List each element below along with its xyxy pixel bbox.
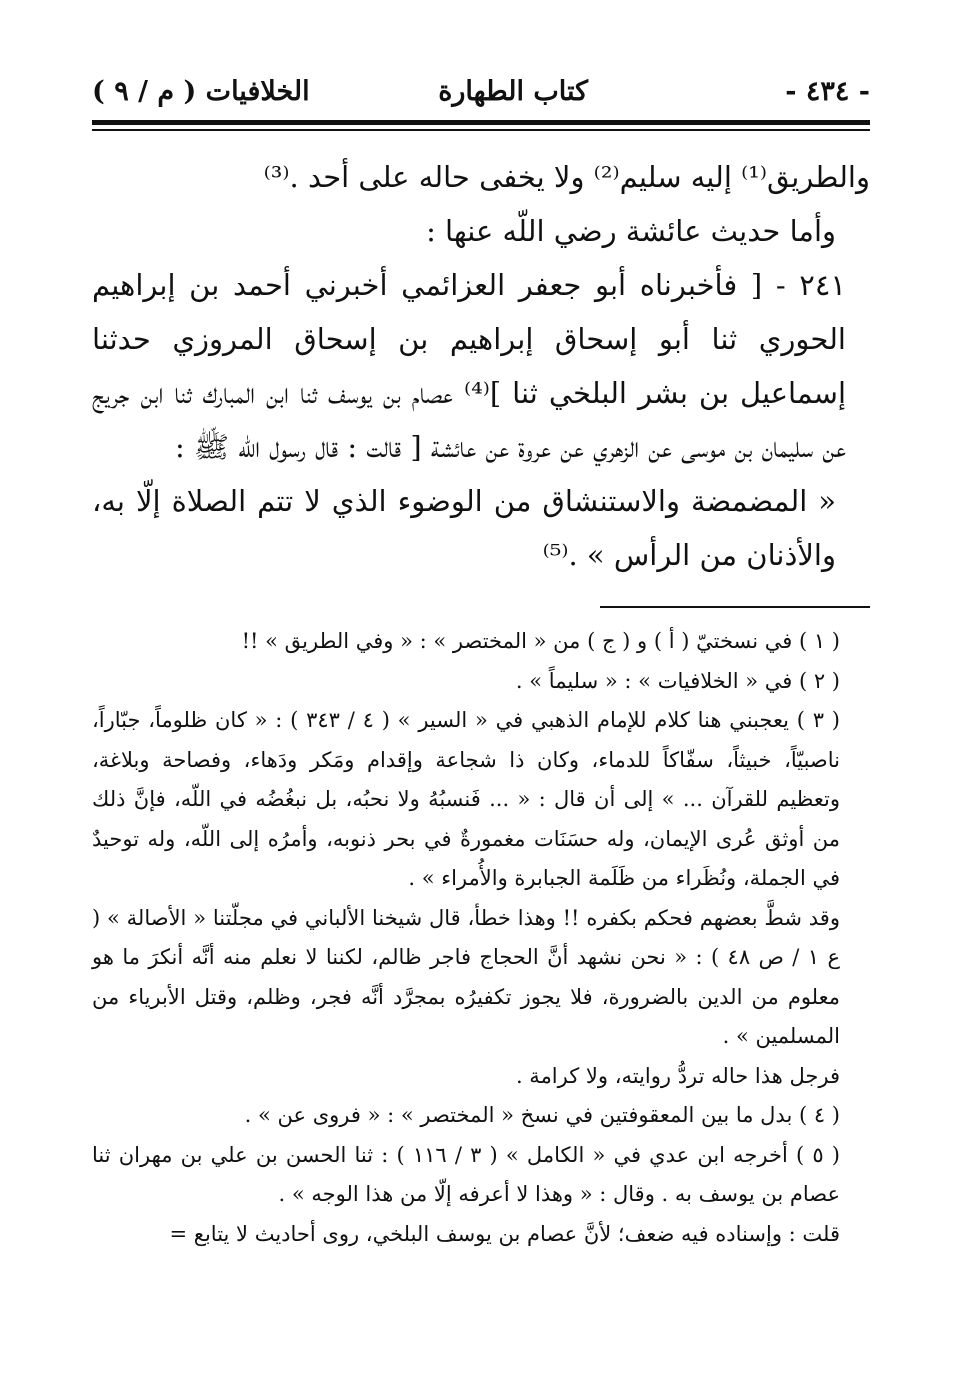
paragraph-hadith-241-isnad: ٢٤١ - [ فأخبرناه أبو جعفر العزائمي أخبرني أحمد بن إبراهيم الحوري ثنا أبو إسحاق إبراهيم بن إسحاق المروزي حدثنا إسماعيل بن بشر البلخي ثنا ]⁽⁴⁾ عصام بن يوسف ثنا ابن المبارك ثنا ابن جريج عن سليمان بن موسى عن الزهري عن عروة عن عائشة [ قالت : قال رسول اللّه ﷺ : (92, 268, 847, 464)
footnote-separator (600, 606, 870, 608)
book-title: كتاب الطهارة (438, 76, 588, 107)
footnote-5-continued: قلت : وإسناده فيه ضعف؛ لأنَّ عصام بن يوسف البلخي، روى أحاديث لا يتابع = (169, 1221, 840, 1246)
running-header (92, 70, 870, 114)
header-rule-thick (92, 120, 870, 125)
footnote-3-continued: وقد شطَّ بعضهم فحكم بكفره !! وهذا خطأ، قال شيخنا الألباني في مجلّتنا « الأصالة » ( ع ١ / ص ٤٨ ) : « نحن نشهد أنَّ الحجاج فاجر ظالم، لكننا لا نعلم منه أنَّه أنكرَ ما هو معلوم من الدين بالضرورة، فلا يجوز تكفيرُه بمجرَّد أنَّه فجر، وظلم، وقتل الأبرياء من المسلمين » . (92, 905, 840, 1048)
page-number: - ٤٣٤ - (785, 76, 870, 107)
footnote-3-conclusion: فرجل هذا حاله تردُّ روايته، ولا كرامة . (515, 1063, 840, 1088)
footnotes (92, 622, 870, 1254)
paragraph-hadith-241-matn: « المضمضة والاستنشاق من الوضوء الذي لا تتم الصلاة إلّا به، والأذنان من الرأس » .⁽⁵⁾ (92, 484, 836, 572)
footnote-2: ( ٢ ) في « الخلافيات » : « سليماً » . (515, 668, 840, 693)
section-title: الخلافيات ( م / ٩ ) (92, 76, 310, 107)
footnote-5: ( ٥ ) أخرجه ابن عدي في « الكامل » ( ٣ / ١١٦ ) : ثنا الحسن بن علي بن مهران ثنا عصام بن يوسف به . وقال : « وهذا لا أعرفه إلّا من هذا الوجه » . (92, 1142, 840, 1206)
header-rule-thin (92, 129, 870, 131)
footnote-4: ( ٤ ) بدل ما بين المعقوفتين في نسخ « المختصر » : « فروى عن » . (244, 1103, 840, 1127)
footnote-1: ( ١ ) في نسختيّ ( أ ) و ( ج ) من « المختصر » : « وفي الطريق » !! (241, 629, 840, 653)
paragraph-aisha-intro: وأما حديث عائشة رضي اللّه عنها : (426, 214, 836, 248)
paragraph-chain-note: والطريق⁽¹⁾ إليه سليم⁽²⁾ ولا يخفى حاله على أحد .⁽³⁾ (263, 160, 870, 194)
footnote-3: ( ٣ ) يعجبني هنا كلام للإمام الذهبي في « السير » ( ٤ / ٣٤٣ ) : « كان ظلوماً، جبّاراً، ناصبيّاً، خبيثاً، سفّاكاً للدماء، وكان ذا شجاعة وإقدام ومَكر ودَهاء، وفصاحة وبلاغة، وتعظيم للقرآن ... » إلى أن قال : « ... فَنسبُهُ ولا نحبُه، بل نبغُضُه في اللّه، فإنَّ ذلك من أوثق عُرى الإيمان، وله حسَنَات مغمورةٌ في بحر ذنوبه، وأمرُه إلى اللّه، وله توحيدٌ في الجملة، ونُظَراء من ظَلَمة الجبابرة والأُمراء » . (92, 708, 841, 890)
main-text (92, 150, 870, 582)
